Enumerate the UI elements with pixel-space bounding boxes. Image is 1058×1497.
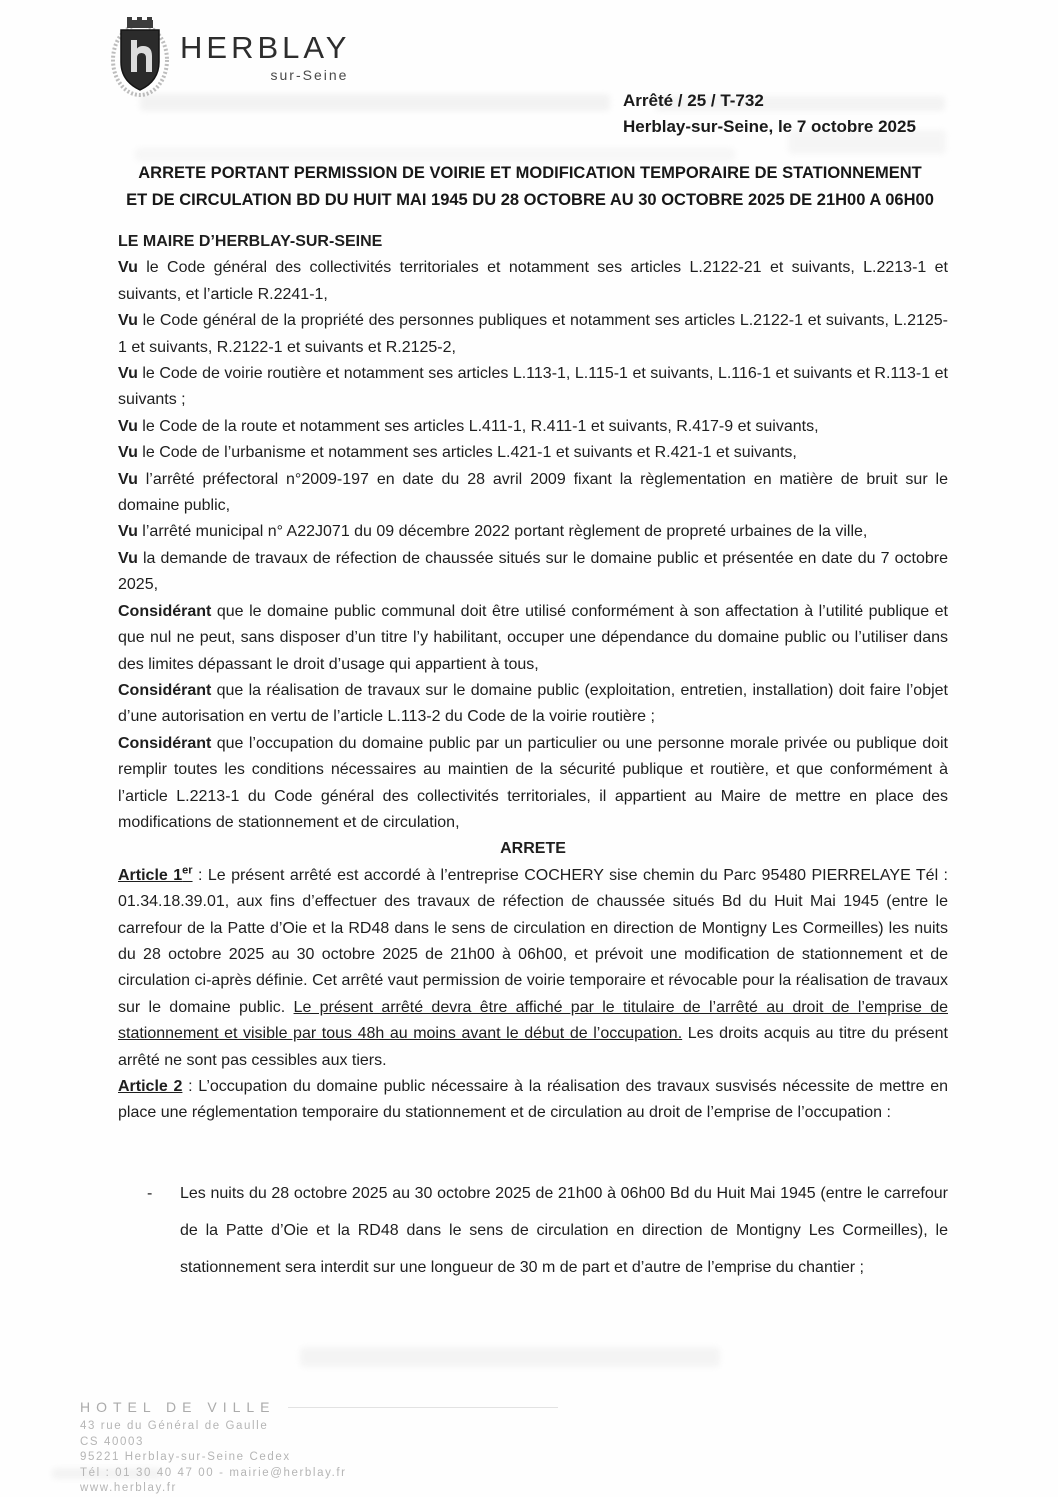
footer-address-cs: CS 40003 (80, 1435, 144, 1448)
recital-text: le Code de voirie routière et notamment ses articles L.113-1, L.115-1 et suivants, L.116-1 et suivants et R.113-1 et suivants ; (118, 365, 948, 409)
footer-org-name: HOTEL DE VILLE (80, 1399, 276, 1415)
arrete-place-date: Herblay-sur-Seine, le 7 octobre 2025 (623, 117, 916, 136)
recital-text: le Code de l’urbanisme et notamment ses articles L.421-1 et suivants et R.421-1 et suivants, (137, 444, 797, 462)
recital-text: le Code général de la propriété des personnes publiques et notamment ses articles L.2122-1 et suivants, L.2125-1 et suivants, R.2122-1 et suivants et R.2125-2, (118, 312, 948, 356)
article-1-label-text: Article 1 (118, 866, 183, 884)
logo-city-name: HERBLAY (180, 30, 351, 65)
recital-lead: Considérant (118, 602, 212, 620)
herblay-logo (110, 16, 350, 98)
document-title-line1: ARRETE PORTANT PERMISSION DE VOIRIE ET MODIFICATION TEMPORAIRE DE STATIONNEMENT (138, 164, 922, 182)
coat-of-arms-icon (110, 16, 170, 98)
recital-text: le Code général des collectivités territoriales et notamment ses articles L.2122-21 et suivants, L.2213-1 et suivants, et l’article R.2241-1, (118, 259, 948, 303)
recital-vu-7 (118, 519, 948, 545)
recital-text: la demande de travaux de réfection de chaussée situés sur le domaine public et présentée en date du 7 octobre 2025, (118, 549, 948, 594)
recital-lead: Vu (118, 312, 138, 330)
recital-considerant-2 (118, 678, 948, 731)
document-header (623, 88, 916, 140)
recital-vu-2 (118, 308, 948, 361)
recital-lead: Vu (118, 549, 138, 567)
recital-vu-8 (118, 546, 948, 599)
recital-text: que le domaine public communal doit être utilisé conformément à son affectation à l’utilité publique et que nul ne peut, sans disposer d’un titre l’y habilitant, occuper une dépendance du domaine public ou l’utiliser dans des limites dépassant le droit d’usage qui appartient à tous, (118, 602, 948, 673)
article-1-paragraph (118, 863, 948, 1074)
recital-text: que la réalisation de travaux sur le domaine public (exploitation, entretien, installation) doit faire l’objet d’une autorisation en vertu de l’article L.113-2 du Code de la voirie routière ; (118, 681, 948, 726)
article-2-text: L’occupation du domaine public nécessaire à la réalisation des travaux susvisés nécessite de mettre en place une réglementation temporaire du stationnement et de circulation au droit de l’emprise de l’occupation : (118, 1078, 949, 1122)
recital-text: l’arrêté préfectoral n°2009-197 en date du 28 avril 2009 fixant la règlementation en matière de bruit sur le domaine public, (118, 470, 948, 515)
footer-rule (288, 1407, 558, 1408)
recital-vu-1 (118, 255, 948, 308)
parking-restriction-item (118, 1175, 948, 1286)
recital-lead: Considérant (118, 681, 212, 699)
recital-considerant-3 (118, 731, 948, 837)
recital-lead: Vu (118, 365, 138, 383)
recital-text: le Code de la route et notamment ses articles L.411-1, R.411-1 et suivants, R.417-9 et suivants, (137, 417, 819, 435)
recital-lead: Vu (118, 259, 138, 277)
recital-text: l’arrêté municipal n° A22J071 du 09 décembre 2022 portant règlement de propreté urbaines de la ville, (137, 523, 868, 541)
logo-subtitle: sur-Seine (270, 67, 349, 83)
arrete-reference: Arrêté / 25 / T-732 (623, 91, 764, 110)
article-1-text: Le présent arrêté est accordé à l’entreprise COCHERY sise chemin du Parc 95480 PIERRELAYE Tél : 01.34.18.39.01, aux fins d’effectuer des travaux de réfection de chaussée situés Bd du Huit Mai 1945 (entre le carrefour de la Patte d’Oie et la RD48 dans le sens de circulation en direction de Montigny Les Cormeilles) les nuits du 28 octobre 2025 au 30 octobre 2025 de 21h00 à 06h00, et prévoit une modification de stationnement et de circulation ci-après définie. Cet arrêté vaut permission de voirie temporaire et révocable pour la réalisation de travaux sur le domaine public. (118, 866, 948, 1016)
scan-artifact (300, 1347, 720, 1367)
article-2-label: Article 2 (118, 1078, 183, 1095)
recital-lead: Vu (118, 523, 138, 541)
recital-vu-5 (118, 440, 948, 466)
recital-text: que l’occupation du domaine public par un particulier ou une personne morale privée ou publique doit remplir toutes les conditions nécessaires au maintien de la sécurité publique et routière, et que conformément à l’article L.2213-1 du Code général des collectivités territoriales, il appartient au Maire de mettre en place des modifications de stationnement et de circulation, (118, 734, 948, 831)
document-title-line2: ET DE CIRCULATION BD DU HUIT MAI 1945 DU 28 OCTOBRE AU 30 OCTOBRE 2025 DE 21H00 A 06H00 (126, 191, 934, 209)
recital-vu-4 (118, 414, 948, 440)
article-1-label-sup: er (182, 864, 193, 877)
article-1-label (118, 864, 193, 884)
article-1-underlined-text: Le présent arrêté devra être affiché par le titulaire de l’arrêté au droit de l’emprise de stationnement et visible par tous 48h au moins avant le début de l’occupation. (118, 998, 948, 1043)
article-2-paragraph (118, 1074, 948, 1127)
document-body (118, 229, 948, 1286)
recital-considerant-1 (118, 599, 948, 678)
document-title (114, 160, 946, 214)
recital-lead: Vu (118, 470, 138, 488)
footer-address-street: 43 rue du Général de Gaulle (80, 1420, 269, 1432)
issuer-heading: LE MAIRE D’HERBLAY-SUR-SEINE (118, 233, 383, 250)
footer (80, 1399, 558, 1497)
article-2-separator: : (182, 1078, 199, 1095)
recital-vu-6 (118, 467, 948, 520)
footer-address-city: 95221 Herblay-sur-Seine Cedex (80, 1451, 291, 1463)
footer-contact: Tél : 01 30 40 47 00 - mairie@herblay.fr (80, 1466, 347, 1479)
logo-wordmark (180, 30, 350, 83)
recital-vu-3 (118, 361, 948, 414)
recital-lead: Considérant (118, 734, 212, 752)
article-1-text-after: Les droits acquis au titre du présent arrêté ne sont pas cessibles aux tiers. (118, 1025, 948, 1069)
arrete-heading: ARRETE (500, 840, 566, 858)
bullet-text: Les nuits du 28 octobre 2025 au 30 octobre 2025 de 21h00 à 06h00 Bd du Huit Mai 1945 (entre le carrefour de la Patte d’Oie et la RD48 dans le sens de circulation en direction de Montigny Les Cormeilles), le stationnement sera interdit sur une longueur de 30 m de part et d’autre de l’emprise du chantier ; (180, 1184, 948, 1276)
bullet-dash-marker: - (147, 1184, 153, 1202)
recital-lead: Vu (118, 417, 138, 435)
recital-lead: Vu (118, 444, 138, 462)
article-1-separator: : (192, 866, 208, 884)
footer-website: www.herblay.fr (80, 1482, 177, 1494)
